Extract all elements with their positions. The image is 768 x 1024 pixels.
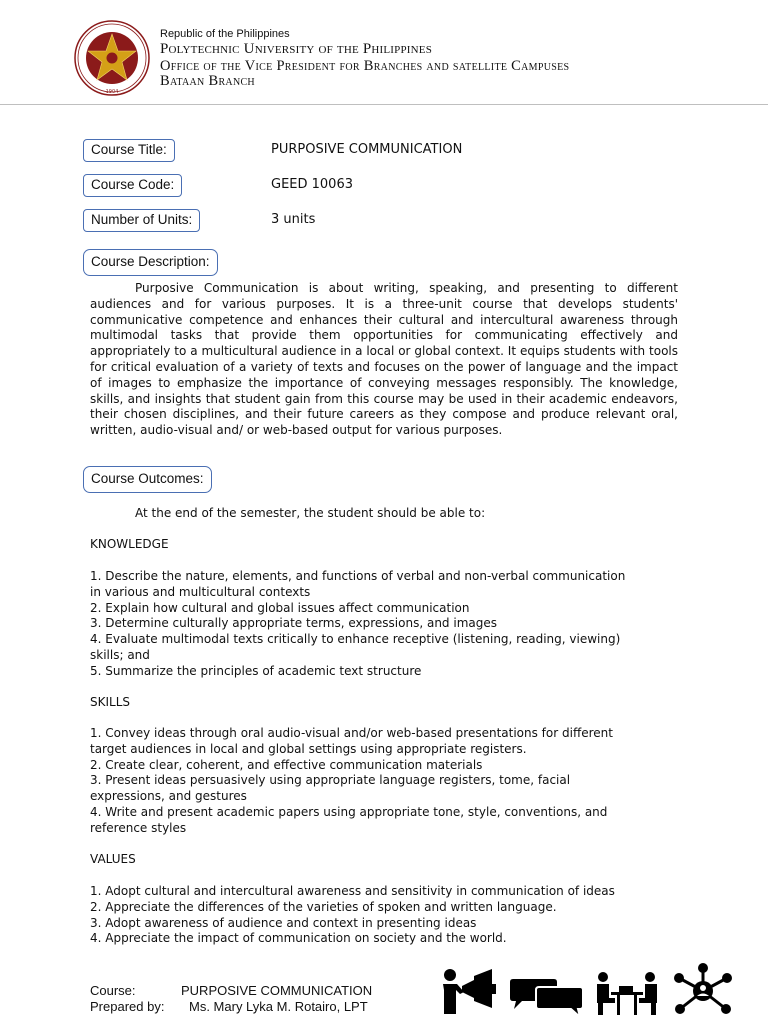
chat-bubbles-icon (508, 978, 584, 1018)
network-hub-icon (672, 963, 734, 1019)
skills-heading: SKILLS (90, 695, 131, 709)
list-item: 4. Appreciate the impact of communication on society and the world. (90, 931, 507, 946)
list-item: 3. Present ideas persuasively using appropriate language registers, tome, facial (90, 773, 571, 788)
knowledge-heading: KNOWLEDGE (90, 537, 169, 551)
list-item: skills; and (90, 647, 150, 662)
list-item: target audiences in local and global settings using appropriate registers. (90, 741, 527, 756)
course-description-text: Purposive Communication is about writing, speaking, and presenting to different audiences and for various purposes. It is a three-unit course that develops students' communicative competence and enhances their cultural and intercultural awareness through multimodal tasks that provide them opportunities for communicating effectively and appropriately to a multicultural audience in a local or global context. It equips students with tools for critical evaluation of a variety of texts and focuses on the power of language and the impact of images to emphasize the importance of conveying messages responsibly. The knowledge, skills, and insights that student gain from this course may be used in their academic endeavors, their chosen disciplines, and their future careers as they compose and produce relevant oral, written, audio-visual and/ or web-based output for various purposes. (90, 281, 678, 438)
values-list (90, 884, 615, 947)
skills-list (90, 726, 613, 837)
footer-prepared-label: Prepared by: (90, 999, 165, 1014)
units-value: 3 units (271, 212, 316, 227)
course-code-label: Course Code: (83, 174, 182, 197)
footer-course-value: PURPOSIVE COMMUNICATION (181, 983, 373, 998)
list-item: 2. Create clear, coherent, and effective communication materials (90, 757, 483, 772)
list-item: reference styles (90, 820, 187, 835)
list-item: 5. Summarize the principles of academic text structure (90, 663, 422, 678)
list-item: 3. Determine culturally appropriate terms, expressions, and images (90, 616, 497, 631)
course-title-label: Course Title: (83, 139, 175, 162)
university-name: Polytechnic University of the Philippines (160, 41, 433, 57)
list-item: 4. Write and present academic papers using appropriate tone, style, conventions, and (90, 804, 608, 819)
branch-name: Bataan Branch (160, 73, 255, 89)
list-item: 4. Evaluate multimodal texts critically to enhance receptive (listening, reading, viewing) (90, 632, 621, 647)
list-item: expressions, and gestures (90, 789, 247, 804)
list-item: 1. Adopt cultural and intercultural awareness and sensitivity in communication of ideas (90, 884, 615, 898)
list-item: in various and multicultural contexts (90, 584, 311, 599)
course-title-value: PURPOSIVE COMMUNICATION (271, 142, 463, 157)
course-outcomes-label: Course Outcomes: (83, 466, 212, 493)
outcomes-intro: At the end of the semester, the student should be able to: (135, 506, 486, 520)
list-item: 2. Explain how cultural and global issues affect communication (90, 600, 470, 615)
office-name: Office of the Vice President for Branches and satellite Campuses (160, 58, 570, 74)
list-item: 3. Adopt awareness of audience and context in presenting ideas (90, 915, 477, 930)
list-item: 2. Appreciate the differences of the varieties of spoken and written language. (90, 899, 557, 914)
footer-course-label: Course: (90, 983, 136, 998)
footer-prepared-value: Ms. Mary Lyka M. Rotairo, LPT (189, 999, 368, 1014)
knowledge-list (90, 569, 625, 680)
course-description-label: Course Description: (83, 249, 218, 276)
university-seal-logo (74, 20, 150, 96)
course-code-value: GEED 10063 (271, 177, 353, 192)
classroom-desk-icon (593, 970, 661, 1016)
republic-line: Republic of the Philippines (160, 28, 290, 40)
list-item: 1. Convey ideas through oral audio-visual and/or web-based presentations for different (90, 726, 613, 740)
svg-text:1904: 1904 (105, 89, 119, 95)
units-label: Number of Units: (83, 209, 200, 232)
megaphone-speaker-icon (440, 966, 498, 1016)
values-heading: VALUES (90, 852, 136, 866)
header-divider (0, 104, 768, 105)
list-item: 1. Describe the nature, elements, and functions of verbal and non-verbal communication (90, 569, 626, 583)
